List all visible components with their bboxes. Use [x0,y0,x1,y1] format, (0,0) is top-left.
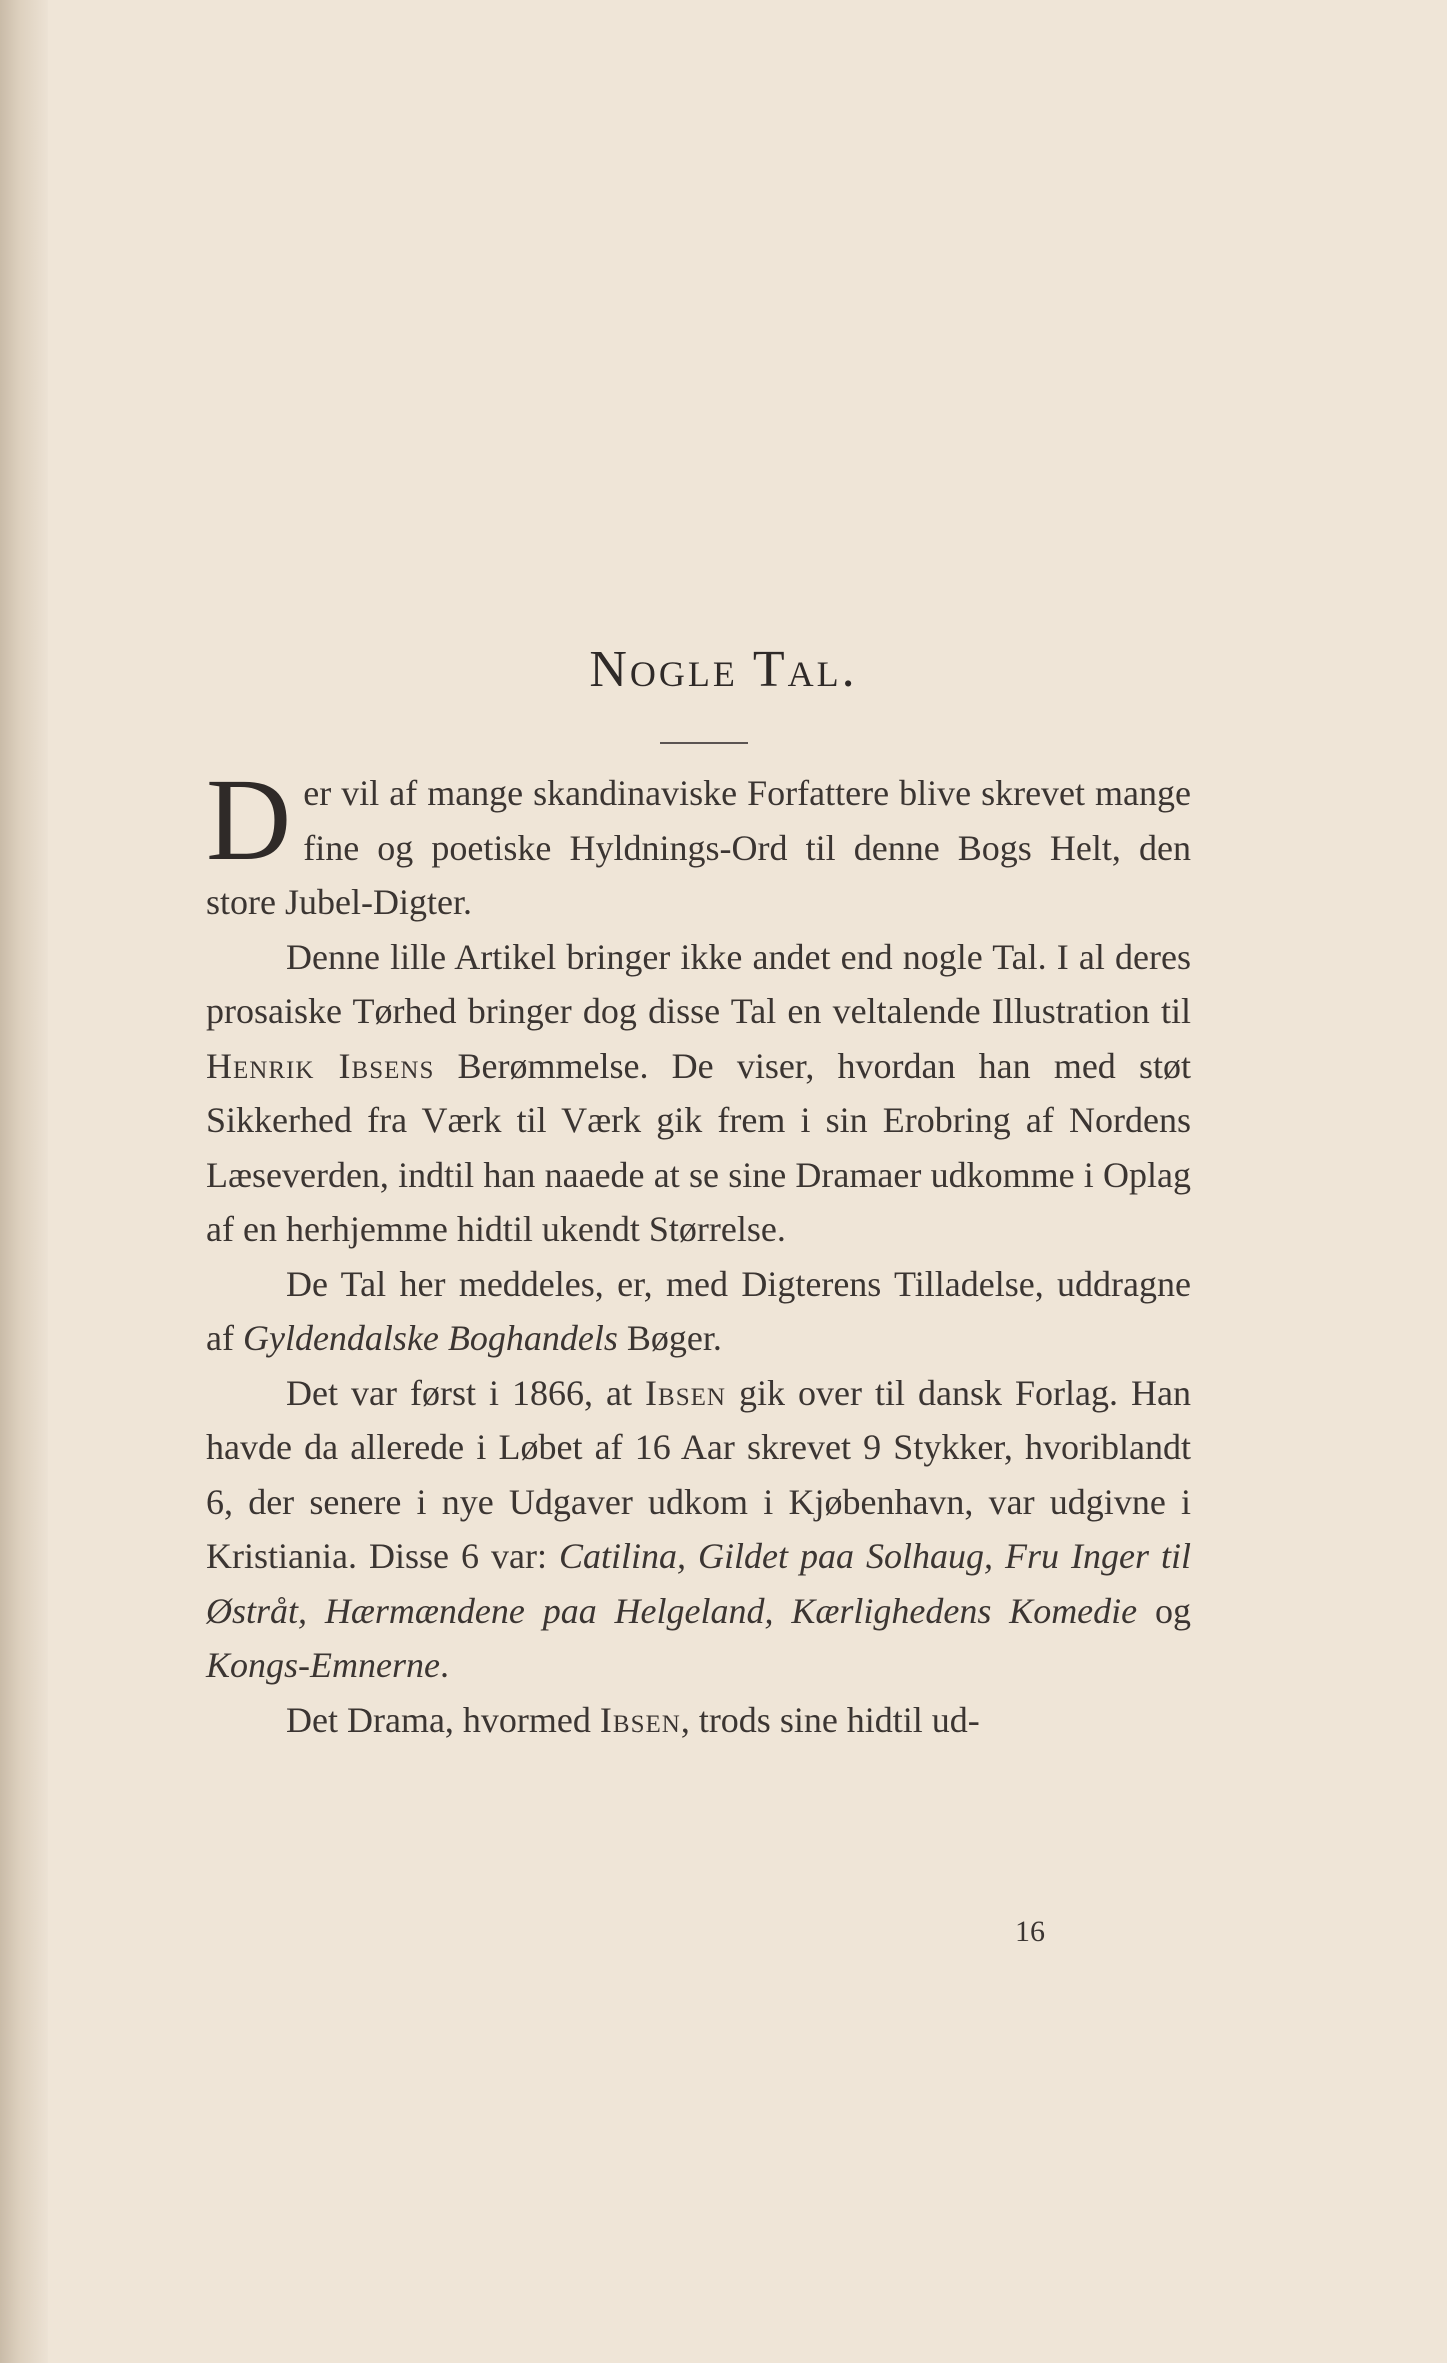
title-divider [660,742,748,744]
paragraph-2 [206,930,1191,1257]
chapter-title: Nogle Tal. [589,641,858,698]
author-name-smallcaps: Ibsen [599,1699,681,1740]
publisher-italic: Gyldendalske Boghandels [242,1318,618,1358]
page-number: 16 [1015,1915,1045,1948]
paragraph-3-text-a: De Tal her meddeles, er, med Digterens Tilladelse, uddragne af [206,1263,1191,1358]
paragraph-1 [206,754,1191,930]
paragraph-4-conjunction: og [1137,1590,1191,1631]
paragraph-5-text-b: , trods sine hidtil ud- [680,1699,980,1740]
paragraph-4 [206,1366,1191,1693]
paragraph-5-text-a: Det Drama, hvormed [286,1699,600,1740]
paragraph-3-text-b: Bøger. [617,1318,722,1358]
works-list-italic: Catilina, Gildet paa Solhaug, Fru Inger til Østråt, Hærmændene paa Helgeland, Kærlighedens Komedie [206,1536,1191,1631]
drop-cap: D [206,754,292,885]
paragraph-1-text: er vil af mange skandinaviske Forfattere blive skrevet mange fine og poetiske Hyldnings-Ord til denne Bogs Helt, den store Jubel-Digter. [206,773,1191,922]
paragraph-4-text-b: gik over til dansk Forlag. Han havde da allerede i Løbet af 16 Aar skrevet 9 Stykker, hvoriblandt 6, der senere i nye Udgaver udkom i Kjøbenhavn, var udgivne i Kristiania. Disse 6 var: [206,1372,1191,1576]
author-name-smallcaps: Ibsen [645,1372,726,1413]
author-name-smallcaps: Henrik Ibsens [206,1045,435,1086]
paragraph-4-period: . [439,1645,449,1685]
paragraph-2-text-a: Denne lille Artikel bringer ikke andet end nogle Tal. I al deres prosaiske Tørhed bringer dog disse Tal en veltalende Illustration til [206,936,1191,1031]
works-last-italic: Kongs-Emnerne [206,1645,440,1685]
paragraph-5 [206,1693,1191,1748]
paragraph-2-text-b: Berømmelse. De viser, hvordan han med støt Sikkerhed fra Værk til Værk gik frem i sin Erobring af Nordens Læseverden, indtil han naaede at se sine Dramaer udkomme i Oplag af en herhjemme hidtil ukendt Størrelse. [206,1045,1191,1249]
body-text [206,754,1191,1747]
paragraph-4-text-a: Det var først i 1866, at [286,1372,646,1413]
paragraph-3 [206,1257,1191,1366]
